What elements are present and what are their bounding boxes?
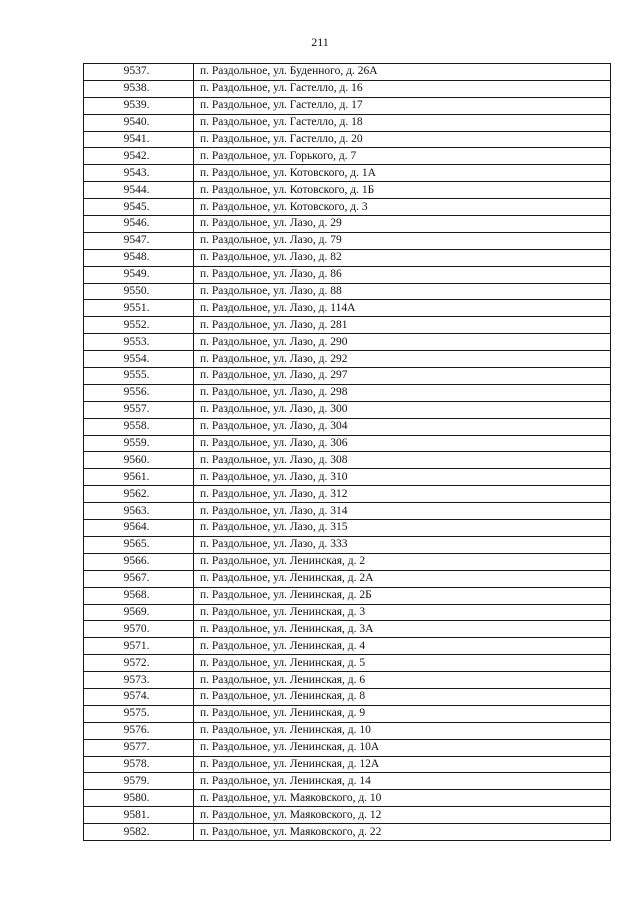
row-number: 9578.	[84, 756, 194, 773]
row-number: 9551.	[84, 300, 194, 317]
row-address: п. Раздольное, ул. Ленинская, д. 8	[194, 688, 611, 705]
row-address: п. Раздольное, ул. Лазо, д. 114А	[194, 300, 611, 317]
row-number: 9542.	[84, 148, 194, 165]
table-row	[84, 368, 611, 385]
table-row	[84, 536, 611, 553]
row-address: п. Раздольное, ул. Ленинская, д. 9	[194, 705, 611, 722]
row-number: 9565.	[84, 536, 194, 553]
row-number: 9567.	[84, 570, 194, 587]
row-number: 9575.	[84, 705, 194, 722]
table-row	[84, 688, 611, 705]
row-number: 9581.	[84, 807, 194, 824]
table-row	[84, 351, 611, 368]
page-number: 211	[311, 35, 329, 49]
row-address: п. Раздольное, ул. Лазо, д. 298	[194, 384, 611, 401]
row-address: п. Раздольное, ул. Лазо, д. 314	[194, 503, 611, 520]
row-number: 9571.	[84, 638, 194, 655]
row-number: 9550.	[84, 283, 194, 300]
row-number: 9543.	[84, 165, 194, 182]
row-address: п. Раздольное, ул. Лазо, д. 297	[194, 368, 611, 385]
row-address: п. Раздольное, ул. Гастелло, д. 20	[194, 131, 611, 148]
row-number: 9548.	[84, 249, 194, 266]
table-row	[84, 384, 611, 401]
table-row	[84, 418, 611, 435]
row-address: п. Раздольное, ул. Ленинская, д. 4	[194, 638, 611, 655]
row-address: п. Раздольное, ул. Лазо, д. 82	[194, 249, 611, 266]
table-row	[84, 570, 611, 587]
row-address: п. Раздольное, ул. Котовского, д. 3	[194, 199, 611, 216]
table-row	[84, 672, 611, 689]
row-address: п. Раздольное, ул. Маяковского, д. 22	[194, 824, 611, 841]
table-row	[84, 249, 611, 266]
table-row	[84, 199, 611, 216]
row-address: п. Раздольное, ул. Ленинская, д. 5	[194, 655, 611, 672]
row-number: 9570.	[84, 621, 194, 638]
table-row	[84, 216, 611, 233]
row-address: п. Раздольное, ул. Лазо, д. 29	[194, 216, 611, 233]
row-address: п. Раздольное, ул. Гастелло, д. 17	[194, 97, 611, 114]
table-row	[84, 452, 611, 469]
table-row	[84, 114, 611, 131]
table-row	[84, 773, 611, 790]
row-number: 9560.	[84, 452, 194, 469]
row-number: 9573.	[84, 672, 194, 689]
row-number: 9566.	[84, 553, 194, 570]
row-address: п. Раздольное, ул. Лазо, д. 292	[194, 351, 611, 368]
row-number: 9576.	[84, 722, 194, 739]
table-row	[84, 334, 611, 351]
table-row	[84, 266, 611, 283]
table-row	[84, 182, 611, 199]
row-address: п. Раздольное, ул. Лазо, д. 310	[194, 469, 611, 486]
table-row	[84, 824, 611, 841]
row-number: 9552.	[84, 317, 194, 334]
row-address: п. Раздольное, ул. Лазо, д. 312	[194, 486, 611, 503]
row-address: п. Раздольное, ул. Лазо, д. 88	[194, 283, 611, 300]
table-row	[84, 756, 611, 773]
row-number: 9547.	[84, 232, 194, 249]
table-row	[84, 165, 611, 182]
row-number: 9555.	[84, 368, 194, 385]
row-address: п. Раздольное, ул. Ленинская, д. 14	[194, 773, 611, 790]
row-number: 9537.	[84, 64, 194, 81]
row-address: п. Раздольное, ул. Лазо, д. 300	[194, 401, 611, 418]
row-address: п. Раздольное, ул. Лазо, д. 281	[194, 317, 611, 334]
table-row	[84, 148, 611, 165]
address-table	[83, 63, 611, 841]
table-row	[84, 655, 611, 672]
row-address: п. Раздольное, ул. Лазо, д. 315	[194, 520, 611, 537]
row-number: 9556.	[84, 384, 194, 401]
row-address: п. Раздольное, ул. Котовского, д. 1А	[194, 165, 611, 182]
row-number: 9553.	[84, 334, 194, 351]
row-address: п. Раздольное, ул. Ленинская, д. 12А	[194, 756, 611, 773]
table-row	[84, 503, 611, 520]
row-number: 9562.	[84, 486, 194, 503]
row-address: п. Раздольное, ул. Лазо, д. 306	[194, 435, 611, 452]
row-number: 9557.	[84, 401, 194, 418]
table-row	[84, 520, 611, 537]
row-address: п. Раздольное, ул. Горького, д. 7	[194, 148, 611, 165]
table-row	[84, 739, 611, 756]
row-address: п. Раздольное, ул. Буденного, д. 26А	[194, 64, 611, 81]
row-number: 9541.	[84, 131, 194, 148]
row-number: 9579.	[84, 773, 194, 790]
row-address: п. Раздольное, ул. Ленинская, д. 10	[194, 722, 611, 739]
row-number: 9582.	[84, 824, 194, 841]
row-number: 9568.	[84, 587, 194, 604]
address-table-body	[84, 64, 611, 841]
row-address: п. Раздольное, ул. Ленинская, д. 6	[194, 672, 611, 689]
table-row	[84, 435, 611, 452]
row-address: п. Раздольное, ул. Ленинская, д. 10А	[194, 739, 611, 756]
table-row	[84, 64, 611, 81]
row-address: п. Раздольное, ул. Ленинская, д. 3А	[194, 621, 611, 638]
row-address: п. Раздольное, ул. Ленинская, д. 3	[194, 604, 611, 621]
row-address: п. Раздольное, ул. Гастелло, д. 16	[194, 80, 611, 97]
row-number: 9564.	[84, 520, 194, 537]
row-number: 9561.	[84, 469, 194, 486]
row-number: 9558.	[84, 418, 194, 435]
row-number: 9539.	[84, 97, 194, 114]
row-address: п. Раздольное, ул. Ленинская, д. 2Б	[194, 587, 611, 604]
row-number: 9569.	[84, 604, 194, 621]
row-number: 9577.	[84, 739, 194, 756]
row-number: 9545.	[84, 199, 194, 216]
row-address: п. Раздольное, ул. Ленинская, д. 2А	[194, 570, 611, 587]
row-number: 9563.	[84, 503, 194, 520]
row-address: п. Раздольное, ул. Лазо, д. 333	[194, 536, 611, 553]
table-row	[84, 232, 611, 249]
row-number: 9538.	[84, 80, 194, 97]
row-address: п. Раздольное, ул. Лазо, д. 304	[194, 418, 611, 435]
table-row	[84, 790, 611, 807]
row-number: 9549.	[84, 266, 194, 283]
row-address: п. Раздольное, ул. Лазо, д. 79	[194, 232, 611, 249]
table-row	[84, 705, 611, 722]
table-row	[84, 807, 611, 824]
table-row	[84, 587, 611, 604]
row-address: п. Раздольное, ул. Гастелло, д. 18	[194, 114, 611, 131]
table-row	[84, 300, 611, 317]
row-number: 9546.	[84, 216, 194, 233]
table-row	[84, 553, 611, 570]
table-row	[84, 604, 611, 621]
table-row	[84, 621, 611, 638]
row-number: 9559.	[84, 435, 194, 452]
row-address: п. Раздольное, ул. Лазо, д. 308	[194, 452, 611, 469]
table-row	[84, 283, 611, 300]
row-address: п. Раздольное, ул. Лазо, д. 290	[194, 334, 611, 351]
table-row	[84, 401, 611, 418]
table-row	[84, 80, 611, 97]
row-number: 9540.	[84, 114, 194, 131]
row-address: п. Раздольное, ул. Маяковского, д. 12	[194, 807, 611, 824]
row-number: 9544.	[84, 182, 194, 199]
table-row	[84, 638, 611, 655]
table-row	[84, 131, 611, 148]
row-address: п. Раздольное, ул. Лазо, д. 86	[194, 266, 611, 283]
table-row	[84, 486, 611, 503]
row-address: п. Раздольное, ул. Маяковского, д. 10	[194, 790, 611, 807]
table-row	[84, 97, 611, 114]
row-number: 9554.	[84, 351, 194, 368]
row-number: 9572.	[84, 655, 194, 672]
row-number: 9574.	[84, 688, 194, 705]
table-row	[84, 317, 611, 334]
table-row	[84, 469, 611, 486]
table-row	[84, 722, 611, 739]
row-number: 9580.	[84, 790, 194, 807]
row-address: п. Раздольное, ул. Котовского, д. 1Б	[194, 182, 611, 199]
row-address: п. Раздольное, ул. Ленинская, д. 2	[194, 553, 611, 570]
